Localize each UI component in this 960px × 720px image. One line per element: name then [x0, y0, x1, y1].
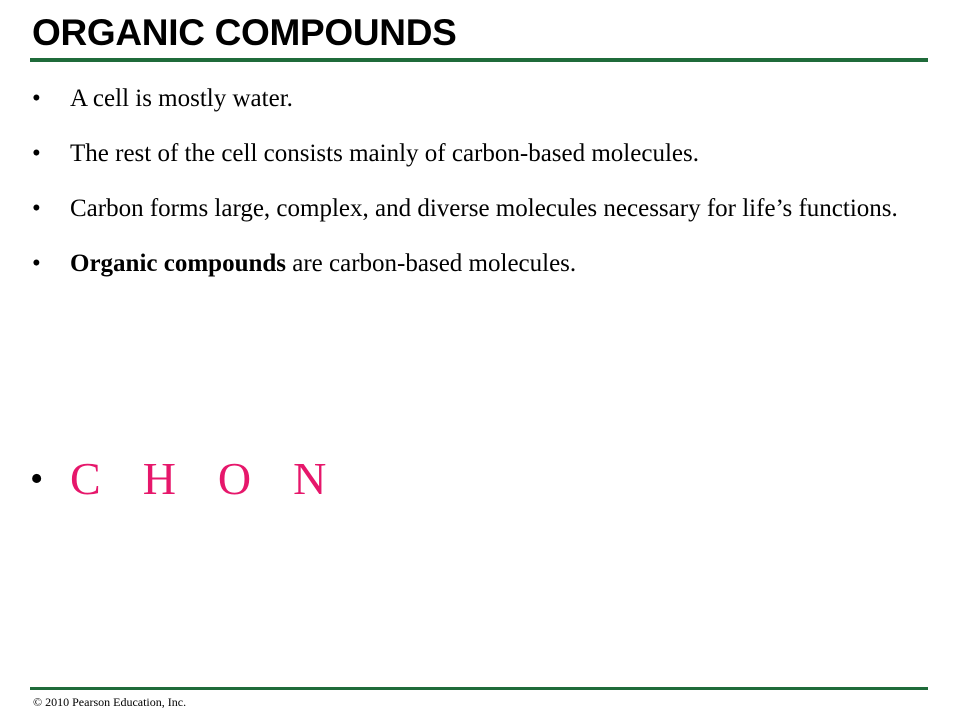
bullet-item [32, 82, 912, 116]
bullet-marker: • [30, 458, 44, 500]
element-nitrogen-symbol: N [293, 453, 327, 504]
element-carbon-symbol: C [70, 453, 101, 504]
bullet-text: are carbon-based molecules. [286, 250, 577, 277]
bullet-text: Carbon forms large, complex, and diverse molecules necessary for life’s functions. [70, 195, 898, 222]
bullet-item [32, 192, 912, 226]
bullet-item [32, 247, 912, 281]
bullet-text: The rest of the cell consists mainly of carbon-based molecules. [70, 140, 699, 167]
element-symbols [70, 448, 368, 510]
title-divider [30, 58, 928, 62]
bullet-marker: • [32, 195, 41, 222]
element-hydrogen-symbol: H [142, 453, 176, 504]
element-oxygen-symbol: O [217, 453, 252, 504]
bullet-marker: • [32, 85, 41, 112]
bullet-marker: • [32, 140, 41, 167]
bullet-list [32, 82, 912, 302]
bullet-text: A cell is mostly water. [70, 85, 293, 112]
slide-title: ORGANIC COMPOUNDS [32, 12, 457, 53]
footer-divider [30, 687, 928, 690]
bullet-marker: • [32, 250, 41, 277]
copyright-footer: © 2010 Pearson Education, Inc. [33, 695, 187, 709]
bullet-bold-term: Organic compounds [70, 250, 287, 277]
bullet-item [32, 137, 912, 171]
